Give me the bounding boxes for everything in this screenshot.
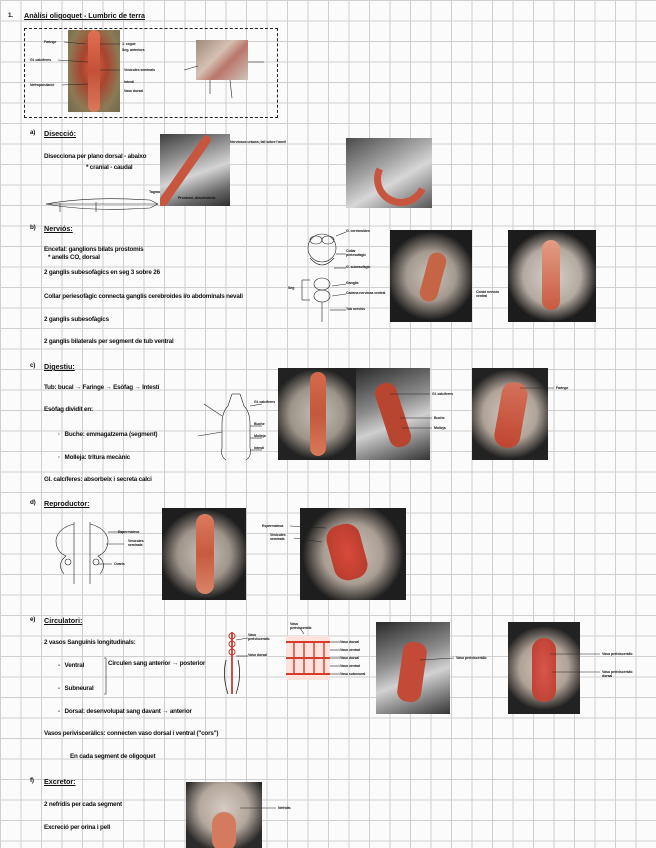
heading-number: 1. [8, 12, 13, 19]
section-title-nervios: Nerviós: [44, 224, 73, 233]
text-line: Collar periesofàgic connecta ganglis cerebroides i/o abdominals nevali [44, 293, 243, 300]
diagram-label: Molleja [254, 434, 266, 438]
text-line: 2 ganglis subesofàgics [44, 316, 109, 323]
diagram-label: Vesícules seminals [128, 539, 144, 547]
text-line: 2 ganglis bilaterals per segment de tub ventral [44, 338, 174, 345]
photo-label: Vesícules seminals [270, 533, 286, 541]
text-line: 2 vasos Sanguínis longitudinals: [44, 639, 136, 646]
photo-label: Vaso perivisceràlic dorsal [602, 670, 633, 678]
section-title-diseccio: Disecció: [44, 129, 76, 138]
diagram-label: Vaso ventral [340, 648, 360, 652]
photo-label: Espermateca [262, 524, 284, 528]
overview-label: 1. cegue [122, 42, 136, 46]
overview-label: Intestí [124, 80, 134, 84]
text-line: 2 nefridis per cada segment [44, 801, 122, 808]
diagram-label: Vaso perivisceràlic [248, 633, 270, 641]
text-line: Encefal: ganglions bilats prostomis [44, 246, 144, 253]
bullet-text: Buche: emmagatzema (segment) [64, 431, 158, 438]
worm-label: Tagma [149, 190, 160, 194]
diagram-label: Tub nerviós [346, 307, 366, 311]
text-line: En cada segment de oligoquet [70, 753, 156, 760]
diagram-label: Vaso ventral [340, 664, 360, 668]
diagram-label: Collar periesofàgic [346, 249, 366, 257]
diagram-label: Vaso perivisceràlic [290, 622, 312, 630]
overview-label: Vesícules seminals [124, 68, 155, 72]
text-line: Vasos perivisceràlics: connecten vaso dorsal i ventral ("cors") [44, 730, 219, 737]
bullet-line: - Dorsal: desenvolupat sang davant → anterior [58, 708, 192, 715]
bullet-text: Molleja: tritura mecànic [64, 454, 131, 461]
diagram-label: G. cerebroides [346, 229, 370, 233]
photo-label: Molleja [434, 426, 446, 430]
diagram-label: Vaso subneural [340, 672, 366, 676]
dissection-caption: Prostomi, descèndents [178, 196, 216, 200]
section-title-digestiu: Digestiu: [44, 362, 75, 371]
diagram-label: Intestí [254, 446, 264, 450]
brace-note: Circulen sang anterior → posterior [108, 660, 206, 667]
bullet-text: Subneural [64, 685, 94, 692]
section-letter: a) [30, 129, 36, 136]
photo-label: Gl. calcíferes [432, 392, 453, 396]
dissection-caption: Nerviosos urbans, tall sobre l'anell [230, 140, 286, 144]
section-title-circulatori: Circulatori: [44, 616, 83, 625]
photo-label: Nefridis [278, 806, 291, 810]
photo-label: Faringe [556, 386, 569, 390]
diagram-label: Gl. calcíferes [254, 400, 275, 404]
bullet-line: · Molleja: tritura mecànic [58, 454, 131, 461]
diagram-label: Espermateca [118, 530, 140, 534]
diagram-label: Vaso dorsal [340, 656, 360, 660]
text-line: Tub: bucal → Faringe → Esòfag → Intestí [44, 384, 160, 391]
photo-label: Vaso perivisceràlic [456, 656, 487, 660]
diagram-label: G. subesofàgic [346, 265, 371, 269]
bullet-text: Dorsal: desenvolupat sang davant → anterior [64, 708, 192, 715]
bullet-line: · Buche: emmagatzema (segment) [58, 431, 158, 438]
diagram-label: Ganglis [346, 281, 359, 285]
overview-label: Faringe [44, 40, 57, 44]
section-letter: f) [30, 777, 34, 784]
photo-label: Cordó nerviós ventral [476, 290, 500, 298]
bullet-line: - Ventral [58, 662, 85, 669]
diagram-label: Vaso dorsal [340, 640, 360, 644]
text-line: Gl. calcíferes: absorbeix i secreta calci [44, 476, 152, 483]
text-line: Esòfag dividit en: [44, 406, 93, 413]
text-line: * cranial - caudal [86, 164, 133, 171]
diagram-label: Buche [254, 422, 265, 426]
section-title-excretor: Excretor: [44, 777, 76, 786]
section-letter: c) [30, 362, 36, 369]
text-line: Disecciona per plano dorsal - abaixo [44, 153, 147, 160]
page-title: Anàlisi oligoquet - Lumbric de terra [24, 11, 146, 20]
section-letter: b) [30, 224, 36, 231]
overview-label: Nefroporulació [30, 83, 55, 87]
photo-label: Vaso perivisceràlic [602, 652, 633, 656]
overview-label: Seg. anteriors [122, 48, 145, 52]
section-title-reproductor: Reproductor: [44, 499, 90, 508]
overview-label: Vaso dorsal [124, 89, 144, 93]
diagram-label: Ovaris [114, 562, 125, 566]
text-line: Excreció per orina i pell [44, 824, 111, 831]
text-line: * anells CO, dorsal [48, 254, 100, 261]
section-letter: e) [30, 616, 36, 623]
bullet-line: - Subneural [58, 685, 94, 692]
diagram-side-label: Seg [288, 286, 295, 290]
diagram-label: Vaso dorsal [248, 653, 268, 657]
overview-label: Gl. calcíferes [30, 58, 51, 62]
section-letter: d) [30, 499, 36, 506]
bullet-text: Ventral [64, 662, 85, 669]
photo-label: Buche [434, 416, 445, 420]
diagram-label: Cadena nerviosa ventral [346, 291, 386, 295]
text-line: 2 ganglis subesofàgics en seg 3 sobre 26 [44, 269, 160, 276]
